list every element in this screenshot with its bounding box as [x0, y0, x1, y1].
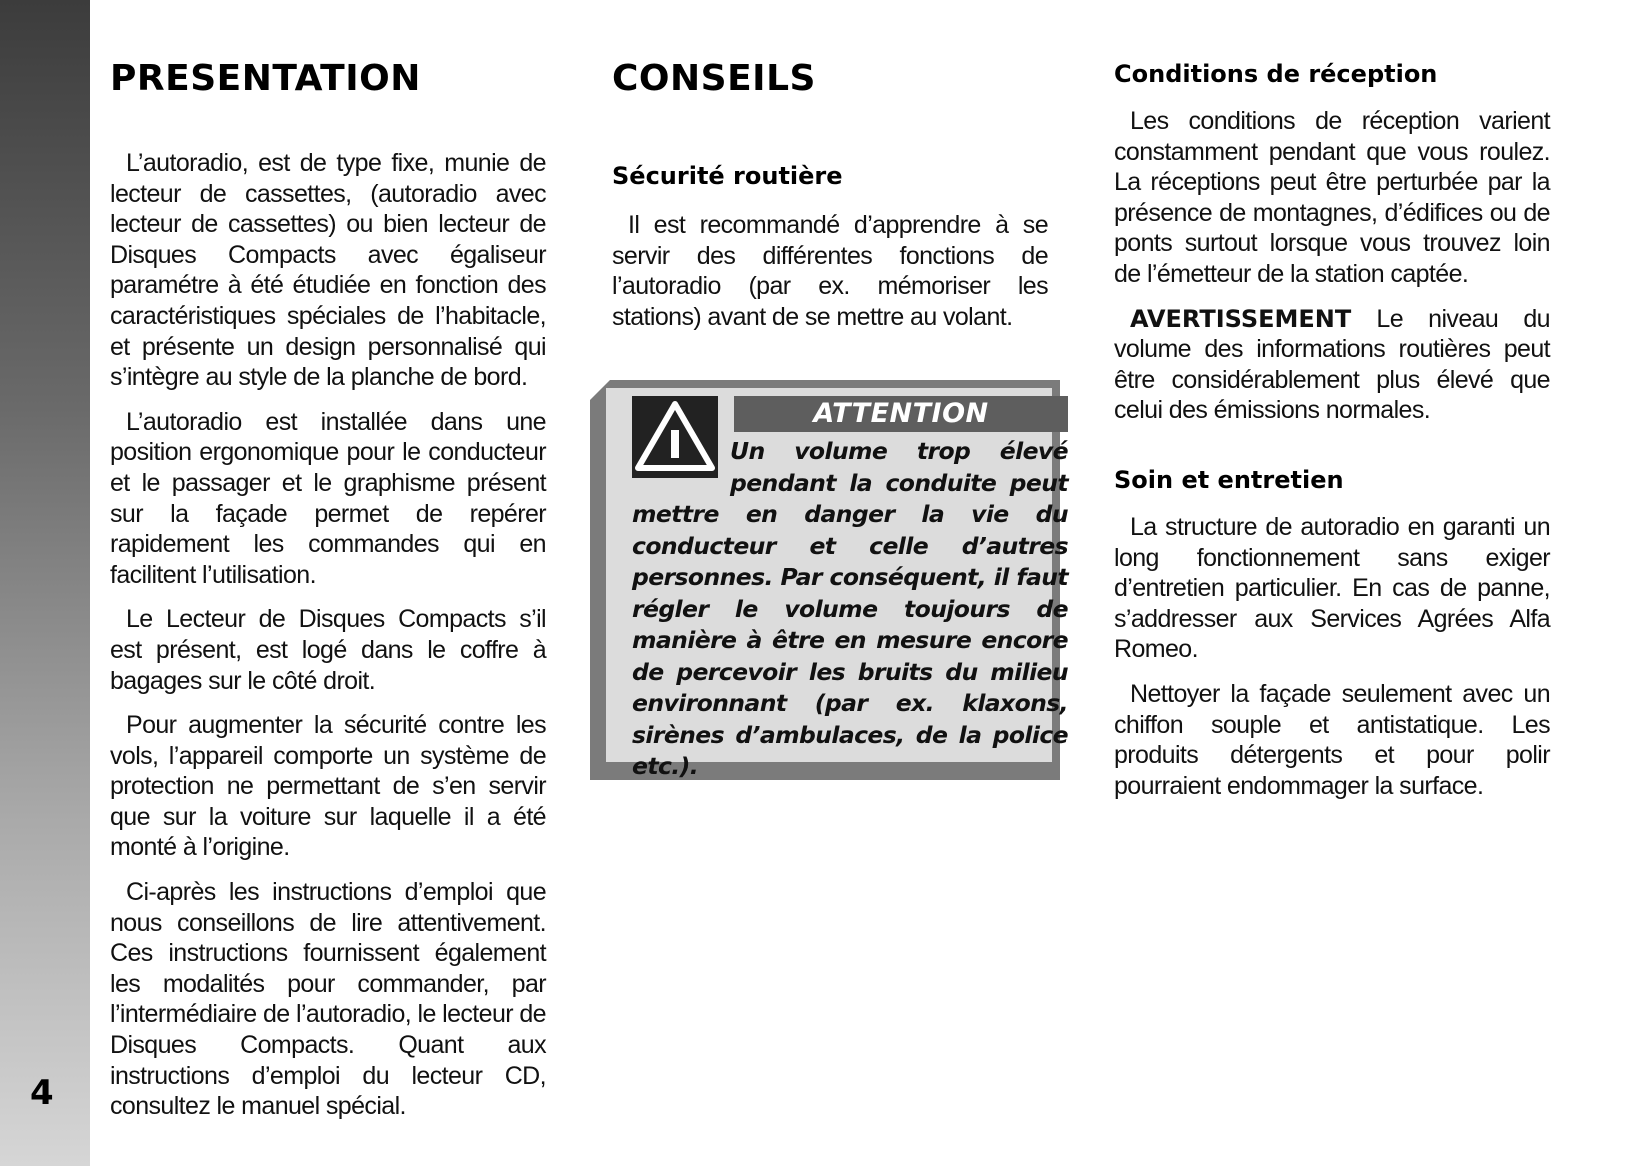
presentation-paragraph: Ci-après les instructions d’emploi que nous conseillons de lire attentivement. Ces instructions fournissent également les modalités pour commander, par l’intermédiaire de l’autoradio, le lecteur de Disques Compacts. Quant aux instructions d’emploi du lecteur CD, consultez le manuel spécial. [110, 878, 546, 1121]
avertissement-label: AVERTISSEMENT [1130, 304, 1352, 333]
presentation-title: PRESENTATION [110, 58, 421, 99]
attention-text: Un volume trop élevé pendant la conduite peut mettre en danger la vie du conducteur et celle d’autres personnes. Par conséquent, il faut régler le volume toujours de manière à être en mesure encore de percevoir les bruits du milieu environnant (par ex. klaxons, sirènes d’ambulaces, de la police etc.). [632, 437, 1068, 780]
securite-paragraph: Il est recommandé d’apprendre à se servir des différentes fonctions de l’autoradio (par ex. mémoriser les stations) avant de se mettre au volant. [612, 211, 1048, 331]
entretien-body [1114, 512, 1550, 815]
presentation-body [110, 148, 546, 1136]
presentation-paragraph: L’autoradio est installée dans une position ergonomique pour le conducteur et le passager et le graphisme présent sur la façade permet de repérer rapidement les commandes qui en facilitent l’utilisation. [110, 407, 546, 589]
avertissement-paragraph [1114, 304, 1550, 426]
securite-heading: Sécurité routière [612, 162, 843, 190]
attention-box-face [606, 388, 1068, 780]
reception-body [1114, 106, 1550, 440]
avertissement-text: Le niveau du volume des informations routières peut être considérablement plus élevé que celui des émissions normales. [1114, 304, 1550, 425]
presentation-paragraph: Pour augmenter la sécurité contre les vols, l’appareil comporte un système de protection ne permettant de s’en servir que sur la voiture sur laquelle il a été monté à l’origine. [110, 711, 546, 862]
presentation-paragraph: Le Lecteur de Disques Compacts s’il est présent, est logé dans le coffre à bagages sur le côté droit. [110, 605, 546, 695]
entretien-paragraph: La structure de autoradio en garanti un long fonctionnement sans exiger d’entretien particulier. En cas de panne, s’addresser aux Services Agrées Alfa Romeo. [1114, 513, 1550, 664]
attention-label: ATTENTION [734, 396, 1068, 432]
conseils-title: CONSEILS [612, 58, 816, 99]
presentation-paragraph: L’autoradio, est de type fixe, munie de lecteur de cassettes, (autoradio avec lecteur de cassettes) ou bien lecteur de Disques Compacts avec égaliseur paramétre à été étudiée en fonction des caractéristiques spéciales de l’habitacle, et présente un design personnalisé qui s’intègre au style de la planche de bord. [110, 149, 546, 392]
page-sidebar-band [0, 0, 90, 1166]
page-number: 4 [30, 1073, 54, 1113]
reception-paragraph: Les conditions de réception varient constamment pendant que vous roulez. La réceptions peut être perturbée par la présence de montagnes, d’édifices ou de ponts surtout lorsque vous trouvez loin de l’émetteur de la station captée. [1114, 107, 1550, 288]
securite-body [612, 210, 1048, 346]
attention-text-block [632, 436, 1068, 783]
reception-heading: Conditions de réception [1114, 60, 1438, 88]
entretien-heading: Soin et entretien [1114, 466, 1344, 494]
entretien-paragraph: Nettoyer la façade seulement avec un chiffon souple et antistatique. Les produits détergents et pour polir pourraient endommager la surface. [1114, 679, 1550, 800]
attention-box [590, 380, 1068, 780]
